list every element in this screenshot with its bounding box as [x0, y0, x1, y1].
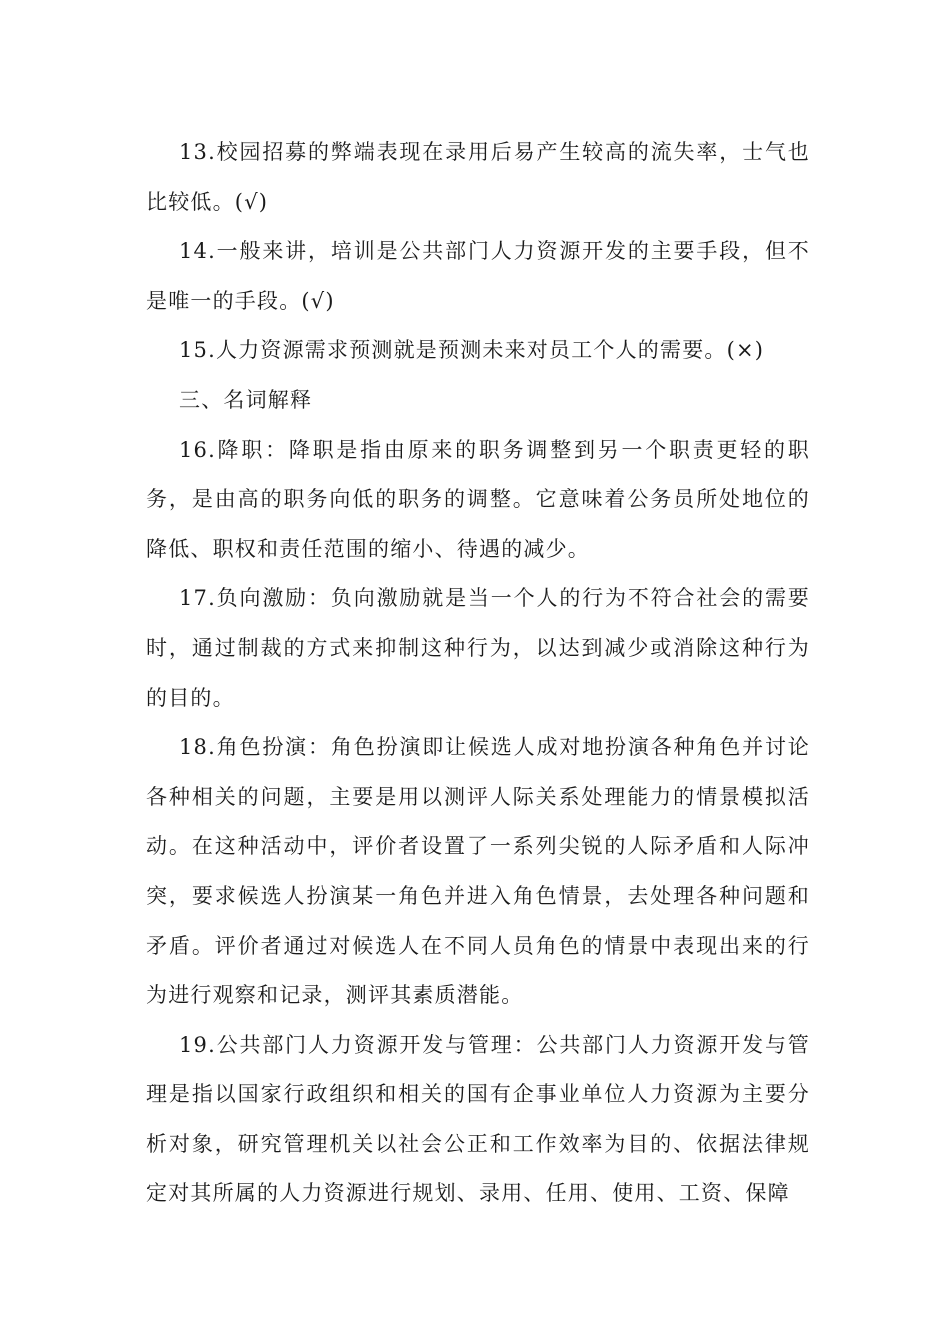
- item-14: 14.一般来讲，培训是公共部门人力资源开发的主要手段，但不是唯一的手段。(√): [146, 239, 810, 313]
- item-18: 18.角色扮演：角色扮演即让候选人成对地扮演各种角色并讨论各种相关的问题，主要是用以测评人际关系处理能力的情景模拟活动。在这种活动中，评价者设置了一系列尖锐的人际矛盾和人际冲突，要求候选人扮演某一角色并进入角色情景，去处理各种问题和矛盾。评价者通过对候选人在不同人员角色的情景中表现出来的行为进行观察和记录，测评其素质潜能。: [146, 735, 810, 1008]
- item-17: 17.负向激励：负向激励就是当一个人的行为不符合社会的需要时，通过制裁的方式来抑制这种行为，以达到减少或消除这种行为的目的。: [146, 586, 810, 710]
- item-16: 16.降职：降职是指由原来的职务调整到另一个职责更轻的职务，是由高的职务向低的职务的调整。它意味着公务员所处地位的降低、职权和责任范围的缩小、待遇的减少。: [146, 437, 810, 561]
- item-13: 13.校园招募的弊端表现在录用后易产生较高的流失率，士气也比较低。(√): [146, 140, 810, 214]
- section-heading-terms: 三、名词解释: [179, 387, 313, 412]
- document-page: [146, 128, 810, 1219]
- item-19: 19.公共部门人力资源开发与管理：公共部门人力资源开发与管理是指以国家行政组织和相关的国有企事业单位人力资源为主要分析对象，研究管理机关以社会公正和工作效率为目的、依据法律规定对其所属的人力资源进行规划、录用、任用、使用、工资、保障: [146, 1032, 810, 1206]
- item-15: 15.人力资源需求预测就是预测未来对员工个人的需要。(×): [179, 338, 765, 363]
